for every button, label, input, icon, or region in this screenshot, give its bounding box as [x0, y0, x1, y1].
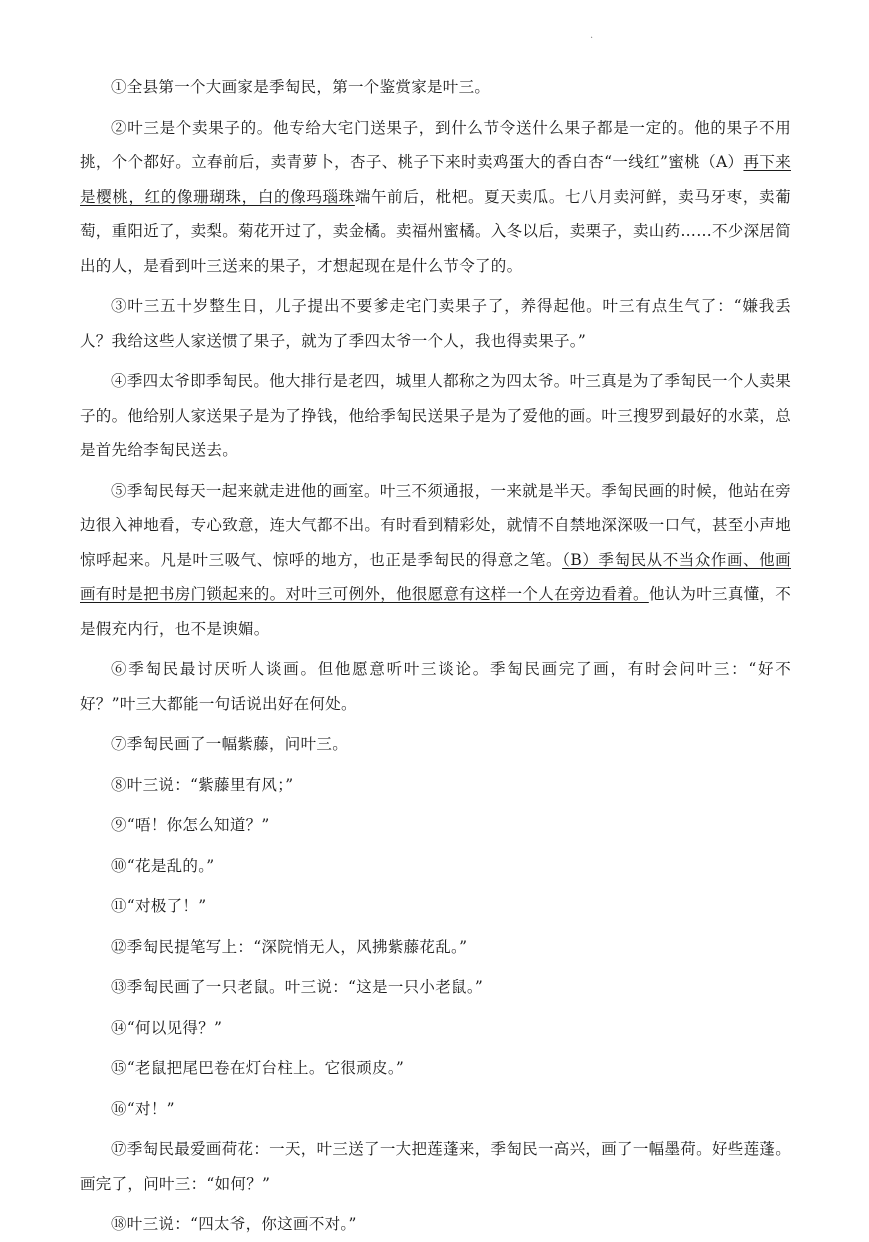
paragraph-p12 [80, 930, 791, 965]
paragraph-p3 [80, 289, 791, 358]
paragraph-text: ⑧叶三说：“紫藤里有风；” [111, 775, 294, 794]
paragraph-text: ⑰季匋民最爱画荷花：一天，叶三送了一大把莲蓬来，季匋民一高兴，画了一幅墨荷。好些莲蓬。画完了，问叶三：“如何？” [80, 1140, 791, 1193]
paragraph-text: ②叶三是个卖果子的。他专给大宅门送果子，到什么节令送什么果子都是一定的。他的果子不用挑，个个都好。立春前后，卖青萝卜，杏子、桃子下来时卖鸡蛋大的香白杏“一线红”蜜桃（A） [80, 118, 791, 171]
paragraph-text: 他认为叶三真懂，不是假充内行，也不是谀媚。 [80, 585, 792, 638]
paragraph-p16 [80, 1092, 791, 1127]
paragraph-p4 [80, 364, 791, 468]
paragraph-p6 [80, 652, 791, 721]
paragraph-p11 [80, 889, 791, 924]
paragraph-p10 [80, 849, 791, 884]
paragraph-p9 [80, 808, 791, 843]
paragraph-text: ⑦季匋民画了一幅紫藤，问叶三。 [111, 735, 349, 753]
paragraph-text: ⑬季匋民画了一只老鼠。叶三说：“这是一只小老鼠。” [111, 978, 484, 996]
paragraph-p15 [80, 1051, 791, 1086]
header-mark: . [590, 30, 594, 41]
paragraph-text: ③叶三五十岁整生日，儿子提出不要爹走宅门卖果子了，养得起他。叶三有点生气了：“嫌我丢人？我给这些人家送惯了果子，就为了季四太爷一个人，我也得卖果子。” [80, 297, 791, 350]
underlined-passage: 再下来是樱桃，红的像珊瑚珠，白的像玛瑙珠 [80, 153, 791, 206]
paragraph-text: ⑥季匋民最讨厌听人谈画。但他愿意听叶三谈论。季匋民画完了画，有时会问叶三：“好不好？”叶三大都能一句话说出好在何处。 [80, 660, 791, 713]
paragraph-p5 [80, 474, 791, 647]
paragraph-p17 [80, 1132, 791, 1201]
paragraph-text: ④季四太爷即季匋民。他大排行是老四，城里人都称之为四太爷。叶三真是为了季匋民一个人卖果子的。他给别人家送果子是为了挣钱，他给季匋民送果子是为了爱他的画。叶三搜罗到最好的水菜，总是首先给李匋民送去。 [80, 372, 792, 459]
paragraph-p13 [80, 970, 791, 1005]
paragraph-text: ⑤季匋民每天一起来就走进他的画室。叶三不须通报，一来就是半天。季匋民画的时候，他站在旁边很入神地看，专心致意，连大气都不出。有时看到精彩处，就情不自禁地深深吸一口气，甚至小声地惊呼起来。凡是叶三吸气、惊呼的地方，也正是季匋民的得意之笔。 [80, 481, 792, 569]
paragraph-text: ⑩“花是乱的。” [111, 856, 215, 875]
paragraph-p1 [80, 70, 791, 105]
paragraph-p2 [80, 111, 791, 284]
paragraph-text: ①全县第一个大画家是季匋民，第一个鉴赏家是叶三。 [111, 78, 491, 96]
article-body [80, 70, 791, 1242]
paragraph-text: ⑪“对极了！” [111, 897, 207, 915]
paragraph-p14 [80, 1011, 791, 1046]
paragraph-text: ⑭“何以见得？” [111, 1018, 223, 1037]
paragraph-text: ⑱叶三说：“四太爷，你这画不对。” [111, 1215, 357, 1233]
paragraph-text: ⑯“对！” [111, 1099, 175, 1118]
paragraph-text: ⑮“老鼠把尾巴卷在灯台柱上。它很顽皮。” [111, 1059, 405, 1077]
paragraph-text: ⑫季匋民提笔写上：“深院悄无人，风拂紫藤花乱。” [111, 937, 468, 956]
paragraph-text: ⑨“唔！你怎么知道？” [111, 816, 270, 834]
paragraph-p7 [80, 727, 791, 762]
underlined-passage: （B）季匋民从不当众作画、他画画有时是把书房门锁起来的。对叶三可例外，他很愿意有这样一个人在旁边看着。 [80, 550, 791, 603]
paragraph-text: 端午前后，枇杷。夏天卖瓜。七八月卖河鲜，卖马牙枣，卖葡萄，重阳近了，卖梨。菊花开过了，卖金橘。卖福州蜜橘。入冬以后，卖栗子，卖山药……不少深居简出的人，是看到叶三送来的果子，才想起现在是什么节令了的。 [80, 187, 792, 275]
paragraph-p8 [80, 768, 791, 803]
paragraph-p18 [80, 1207, 791, 1242]
